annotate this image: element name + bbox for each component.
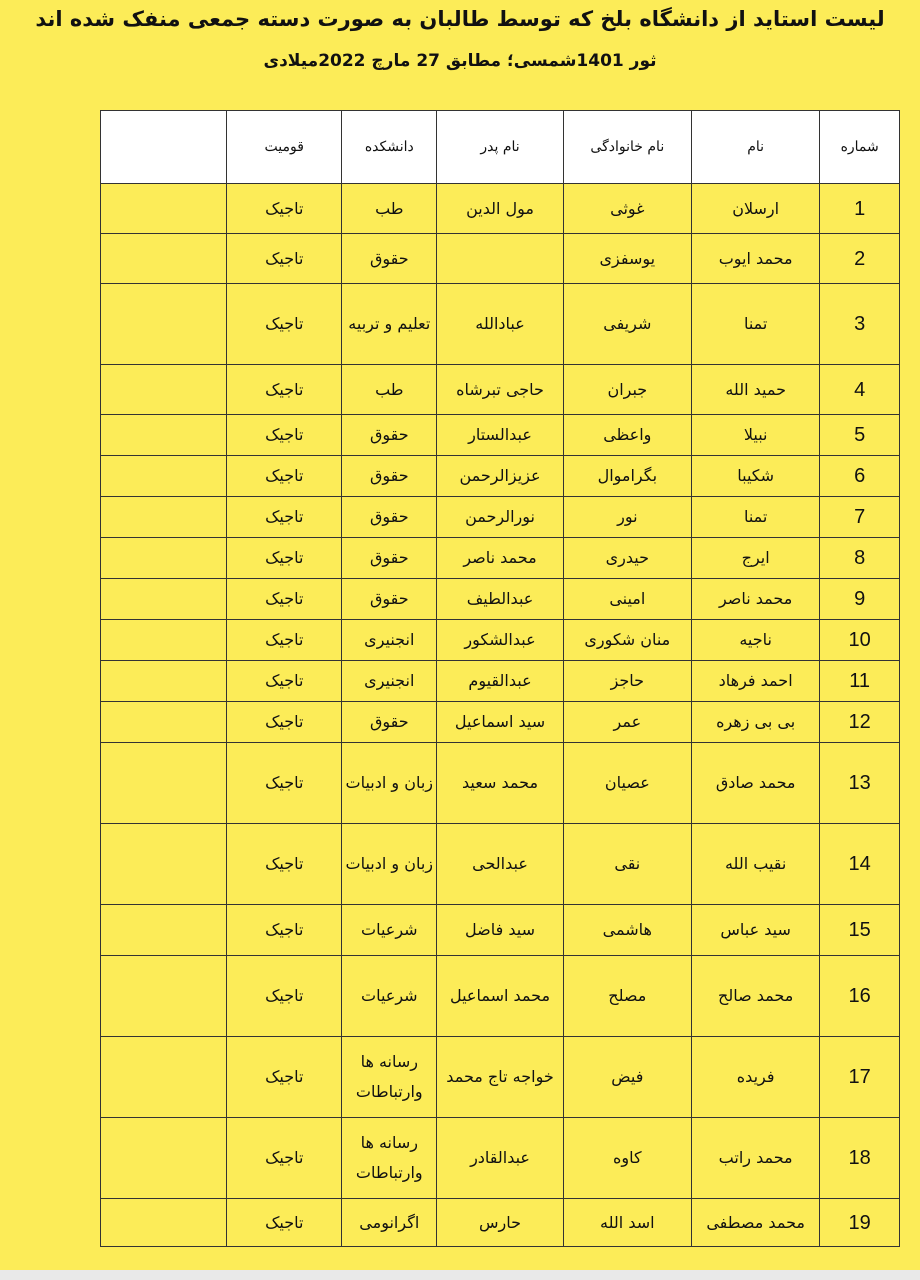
cell-faculty: تعلیم و تربیه [342, 284, 437, 365]
cell-father-name: سید اسماعیل [437, 702, 563, 743]
cell-father-name [437, 234, 563, 284]
cell-blank [101, 702, 227, 743]
cell-blank [101, 497, 227, 538]
header-blank [101, 111, 227, 184]
cell-blank [101, 956, 227, 1037]
cell-faculty: رسانه ها وارتباطات [342, 1037, 437, 1118]
cell-father-name: محمد سعید [437, 743, 563, 824]
cell-family-name: جبران [563, 365, 691, 415]
cell-family-name: حاجز [563, 661, 691, 702]
cell-family-name: واعظی [563, 415, 691, 456]
cell-blank [101, 456, 227, 497]
cell-family-name: نور [563, 497, 691, 538]
cell-name: ناجیه [691, 620, 819, 661]
cell-ethnicity: تاجیک [227, 1199, 342, 1247]
bottom-edge-strip [0, 1270, 920, 1280]
staff-table-container [100, 110, 900, 1247]
cell-blank [101, 620, 227, 661]
cell-faculty: طب [342, 184, 437, 234]
table-row [101, 365, 900, 415]
cell-faculty: حقوق [342, 456, 437, 497]
cell-blank [101, 234, 227, 284]
cell-father-name: محمد ناصر [437, 538, 563, 579]
cell-blank [101, 415, 227, 456]
cell-father-name: مول الدین [437, 184, 563, 234]
cell-faculty: اگرانومی [342, 1199, 437, 1247]
cell-family-name: کاوه [563, 1118, 691, 1199]
cell-ethnicity: تاجیک [227, 234, 342, 284]
cell-number: 16 [820, 956, 900, 1037]
cell-blank [101, 1037, 227, 1118]
cell-father-name: محمد اسماعیل [437, 956, 563, 1037]
cell-number: 2 [820, 234, 900, 284]
cell-father-name: عبدالستار [437, 415, 563, 456]
cell-ethnicity: تاجیک [227, 743, 342, 824]
table-row [101, 234, 900, 284]
cell-father-name: عبدالحی [437, 824, 563, 905]
cell-number: 7 [820, 497, 900, 538]
cell-family-name: بگراموال [563, 456, 691, 497]
cell-name: حمید الله [691, 365, 819, 415]
cell-ethnicity: تاجیک [227, 620, 342, 661]
table-row [101, 1199, 900, 1247]
cell-ethnicity: تاجیک [227, 415, 342, 456]
table-row [101, 1037, 900, 1118]
cell-ethnicity: تاجیک [227, 538, 342, 579]
cell-faculty: انجنیری [342, 661, 437, 702]
cell-ethnicity: تاجیک [227, 497, 342, 538]
cell-family-name: حیدری [563, 538, 691, 579]
cell-father-name: عبدالطیف [437, 579, 563, 620]
cell-father-name: حاجی تبرشاه [437, 365, 563, 415]
cell-family-name: منان شکوری [563, 620, 691, 661]
cell-faculty: حقوق [342, 234, 437, 284]
table-header-row [101, 111, 900, 184]
cell-number: 11 [820, 661, 900, 702]
cell-ethnicity: تاجیک [227, 184, 342, 234]
cell-name: تمنا [691, 284, 819, 365]
cell-father-name: سید فاضل [437, 905, 563, 956]
cell-name: محمد ناصر [691, 579, 819, 620]
cell-blank [101, 1199, 227, 1247]
table-row [101, 184, 900, 234]
cell-faculty: حقوق [342, 702, 437, 743]
cell-name: احمد فرهاد [691, 661, 819, 702]
table-row [101, 415, 900, 456]
cell-number: 8 [820, 538, 900, 579]
cell-family-name: نقی [563, 824, 691, 905]
cell-blank [101, 538, 227, 579]
header-father-name: نام پدر [437, 111, 563, 184]
cell-name: ارسلان [691, 184, 819, 234]
cell-name: محمد مصطفی [691, 1199, 819, 1247]
header-name: نام [691, 111, 819, 184]
cell-ethnicity: تاجیک [227, 579, 342, 620]
cell-name: نقیب الله [691, 824, 819, 905]
table-row [101, 620, 900, 661]
cell-family-name: مصلح [563, 956, 691, 1037]
table-row [101, 824, 900, 905]
table-row [101, 456, 900, 497]
cell-name: محمد صادق [691, 743, 819, 824]
cell-number: 5 [820, 415, 900, 456]
cell-father-name: عبدالقادر [437, 1118, 563, 1199]
cell-blank [101, 579, 227, 620]
cell-family-name: امینی [563, 579, 691, 620]
table-row [101, 956, 900, 1037]
cell-number: 14 [820, 824, 900, 905]
cell-name: سید عباس [691, 905, 819, 956]
cell-ethnicity: تاجیک [227, 702, 342, 743]
cell-ethnicity: تاجیک [227, 956, 342, 1037]
cell-ethnicity: تاجیک [227, 824, 342, 905]
cell-name: شکیبا [691, 456, 819, 497]
cell-name: فریده [691, 1037, 819, 1118]
cell-family-name: شریفی [563, 284, 691, 365]
cell-father-name: عزیزالرحمن [437, 456, 563, 497]
cell-number: 3 [820, 284, 900, 365]
cell-father-name: عبدالقیوم [437, 661, 563, 702]
cell-ethnicity: تاجیک [227, 1118, 342, 1199]
table-row [101, 579, 900, 620]
cell-faculty: رسانه ها وارتباطات [342, 1118, 437, 1199]
table-row [101, 284, 900, 365]
cell-ethnicity: تاجیک [227, 456, 342, 497]
cell-number: 13 [820, 743, 900, 824]
cell-name: محمد ایوب [691, 234, 819, 284]
table-row [101, 702, 900, 743]
cell-father-name: عبادالله [437, 284, 563, 365]
cell-ethnicity: تاجیک [227, 1037, 342, 1118]
cell-name: محمد صالح [691, 956, 819, 1037]
document-date-line: ثور 1401شمسی؛ مطابق 27 مارچ 2022میلادی [263, 51, 657, 71]
cell-father-name: نورالرحمن [437, 497, 563, 538]
cell-faculty: زبان و ادبیات [342, 743, 437, 824]
cell-number: 4 [820, 365, 900, 415]
header-faculty: دانشکده [342, 111, 437, 184]
header-number: شماره [820, 111, 900, 184]
cell-ethnicity: تاجیک [227, 284, 342, 365]
cell-number: 19 [820, 1199, 900, 1247]
table-row [101, 905, 900, 956]
cell-blank [101, 1118, 227, 1199]
cell-number: 6 [820, 456, 900, 497]
cell-faculty: شرعیات [342, 905, 437, 956]
cell-faculty: حقوق [342, 538, 437, 579]
cell-family-name: اسد الله [563, 1199, 691, 1247]
cell-blank [101, 905, 227, 956]
header-ethnicity: قومیت [227, 111, 342, 184]
cell-number: 12 [820, 702, 900, 743]
cell-blank [101, 824, 227, 905]
header-family-name: نام خانوادگی [563, 111, 691, 184]
cell-faculty: حقوق [342, 415, 437, 456]
cell-name: محمد راتب [691, 1118, 819, 1199]
table-row [101, 538, 900, 579]
table-row [101, 497, 900, 538]
cell-name: ایرج [691, 538, 819, 579]
cell-blank [101, 365, 227, 415]
dismissed-staff-table [100, 110, 900, 1247]
cell-faculty: انجنیری [342, 620, 437, 661]
cell-ethnicity: تاجیک [227, 905, 342, 956]
cell-number: 9 [820, 579, 900, 620]
table-body [101, 184, 900, 1247]
cell-number: 10 [820, 620, 900, 661]
cell-number: 1 [820, 184, 900, 234]
table-row [101, 661, 900, 702]
cell-number: 17 [820, 1037, 900, 1118]
document-title: لیست استاید از دانشگاه بلخ که توسط طالبان به صورت دسته جمعی منفک شده اند [35, 7, 885, 31]
cell-name: تمنا [691, 497, 819, 538]
cell-faculty: حقوق [342, 579, 437, 620]
cell-family-name: فیض [563, 1037, 691, 1118]
cell-ethnicity: تاجیک [227, 661, 342, 702]
cell-faculty: حقوق [342, 497, 437, 538]
cell-father-name: خواجه تاج محمد [437, 1037, 563, 1118]
cell-blank [101, 743, 227, 824]
cell-father-name: حارس [437, 1199, 563, 1247]
cell-blank [101, 661, 227, 702]
table-row [101, 1118, 900, 1199]
cell-faculty: زبان و ادبیات [342, 824, 437, 905]
cell-family-name: یوسفزی [563, 234, 691, 284]
cell-number: 15 [820, 905, 900, 956]
cell-number: 18 [820, 1118, 900, 1199]
cell-faculty: شرعیات [342, 956, 437, 1037]
table-row [101, 743, 900, 824]
cell-faculty: طب [342, 365, 437, 415]
cell-blank [101, 284, 227, 365]
cell-family-name: هاشمی [563, 905, 691, 956]
cell-father-name: عبدالشکور [437, 620, 563, 661]
cell-family-name: غوثی [563, 184, 691, 234]
cell-blank [101, 184, 227, 234]
cell-family-name: عصیان [563, 743, 691, 824]
cell-ethnicity: تاجیک [227, 365, 342, 415]
cell-name: بی بی زهره [691, 702, 819, 743]
cell-name: نبیلا [691, 415, 819, 456]
cell-family-name: عمر [563, 702, 691, 743]
